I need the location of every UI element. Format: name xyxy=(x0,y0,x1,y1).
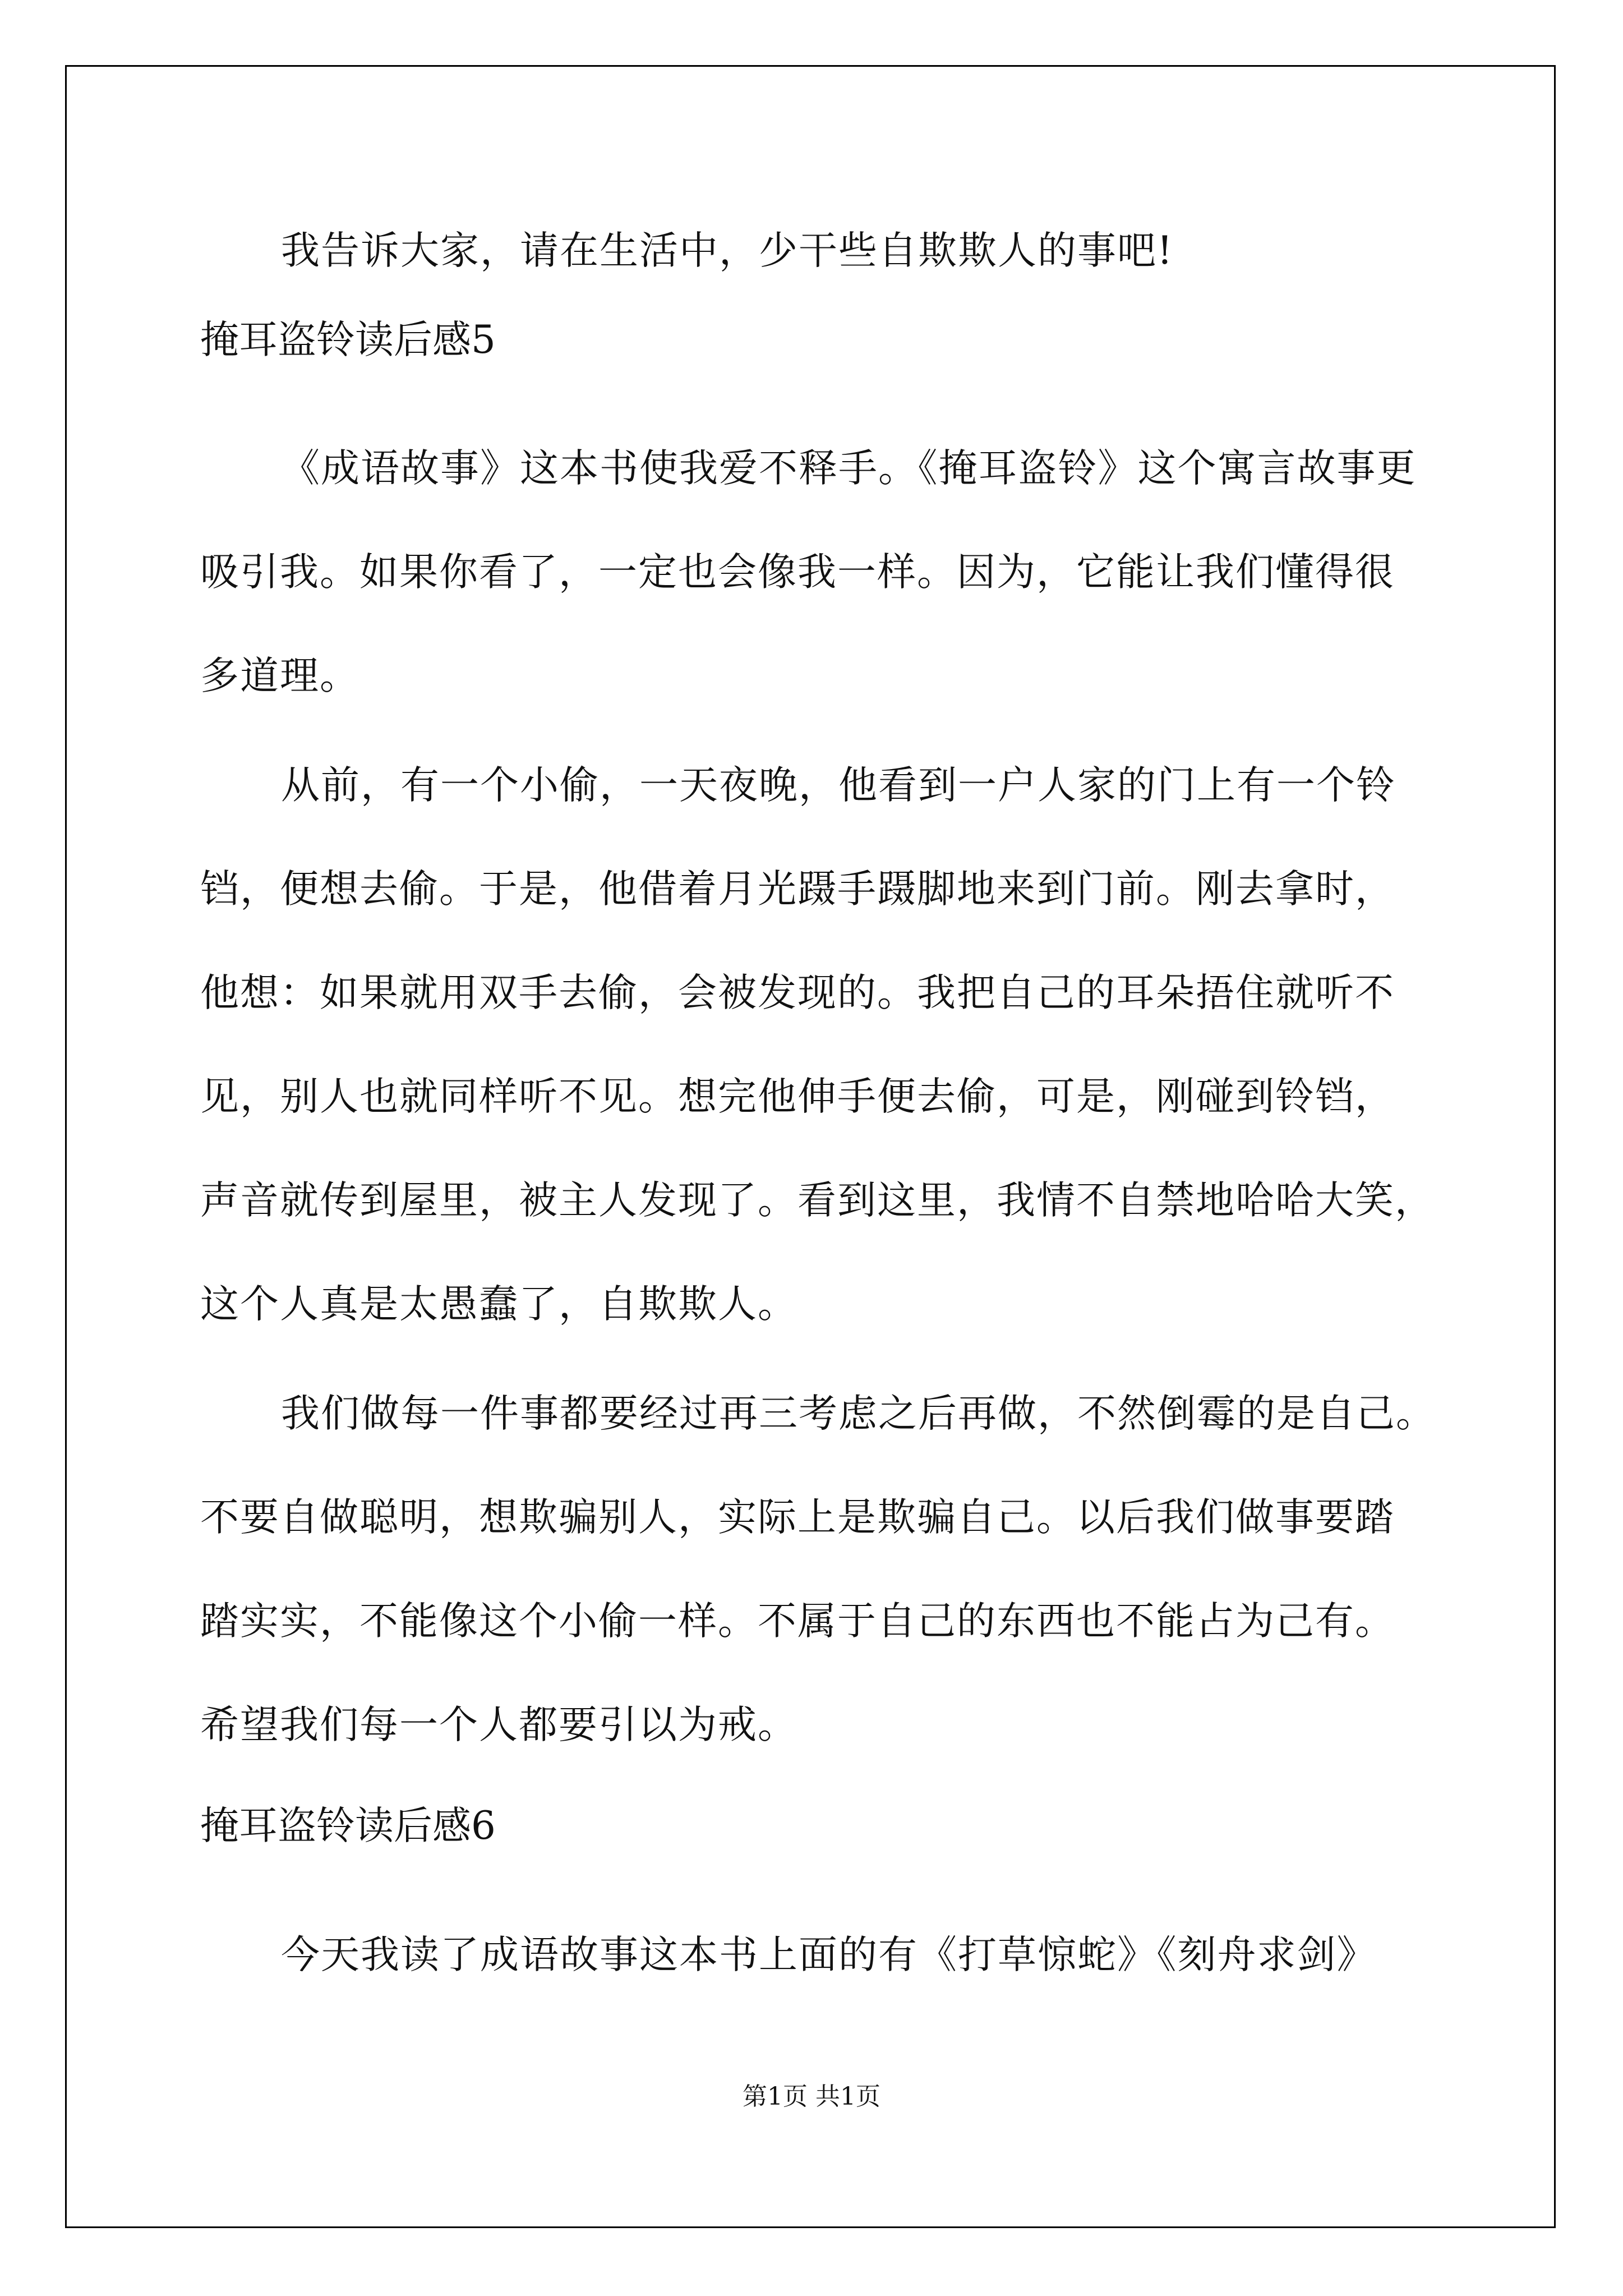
paragraph-line: 《成语故事》这本书使我爱不释手。《掩耳盗铃》这个寓言故事更 xyxy=(281,446,1417,491)
paragraph-line: 铛，便想去偷。于是，他借着月光蹑手蹑脚地来到门前。刚去拿时， xyxy=(200,867,1395,912)
paragraph-line: 不要自做聪明，想欺骗别人，实际上是欺骗自己。以后我们做事要踏 xyxy=(200,1495,1395,1540)
paragraph-line: 我告诉大家，请在生活中，少干些自欺欺人的事吧! xyxy=(281,228,1174,273)
paragraph-line: 从前，有一个小偷，一天夜晚，他看到一户人家的门上有一个铃 xyxy=(281,763,1396,808)
paragraph-line: 见，别人也就同样听不见。想完他伸手便去偷，可是，刚碰到铃铛， xyxy=(200,1074,1395,1119)
paragraph-line: 今天我读了成语故事这本书上面的有《打草惊蛇》《刻舟求剑》 xyxy=(281,1932,1377,1977)
paragraph-line: 声音就传到屋里，被主人发现了。看到这里，我情不自禁地哈哈大笑， xyxy=(200,1178,1435,1223)
page-footer: 第1页 共1页 xyxy=(743,2082,880,2111)
paragraph-line: 踏实实，不能像这个小偷一样。不属于自己的东西也不能占为己有。 xyxy=(200,1599,1395,1644)
paragraph-line: 希望我们每一个人都要引以为戒。 xyxy=(200,1703,797,1747)
page-border xyxy=(65,65,1556,2228)
paragraph-line: 多道理。 xyxy=(200,654,359,698)
section-heading-6: 掩耳盗铃读后感6 xyxy=(200,1803,496,1848)
section-heading-5: 掩耳盗铃读后感5 xyxy=(200,318,496,362)
paragraph-line: 这个人真是太愚蠢了，自欺欺人。 xyxy=(200,1282,797,1327)
paragraph-line: 吸引我。如果你看了，一定也会像我一样。因为，它能让我们懂得很 xyxy=(200,550,1395,595)
paragraph-line: 我们做每一件事都要经过再三考虑之后再做，不然倒霉的是自己。 xyxy=(281,1391,1436,1436)
paragraph-line: 他想：如果就用双手去偷，会被发现的。我把自己的耳朵捂住就听不 xyxy=(200,970,1395,1015)
